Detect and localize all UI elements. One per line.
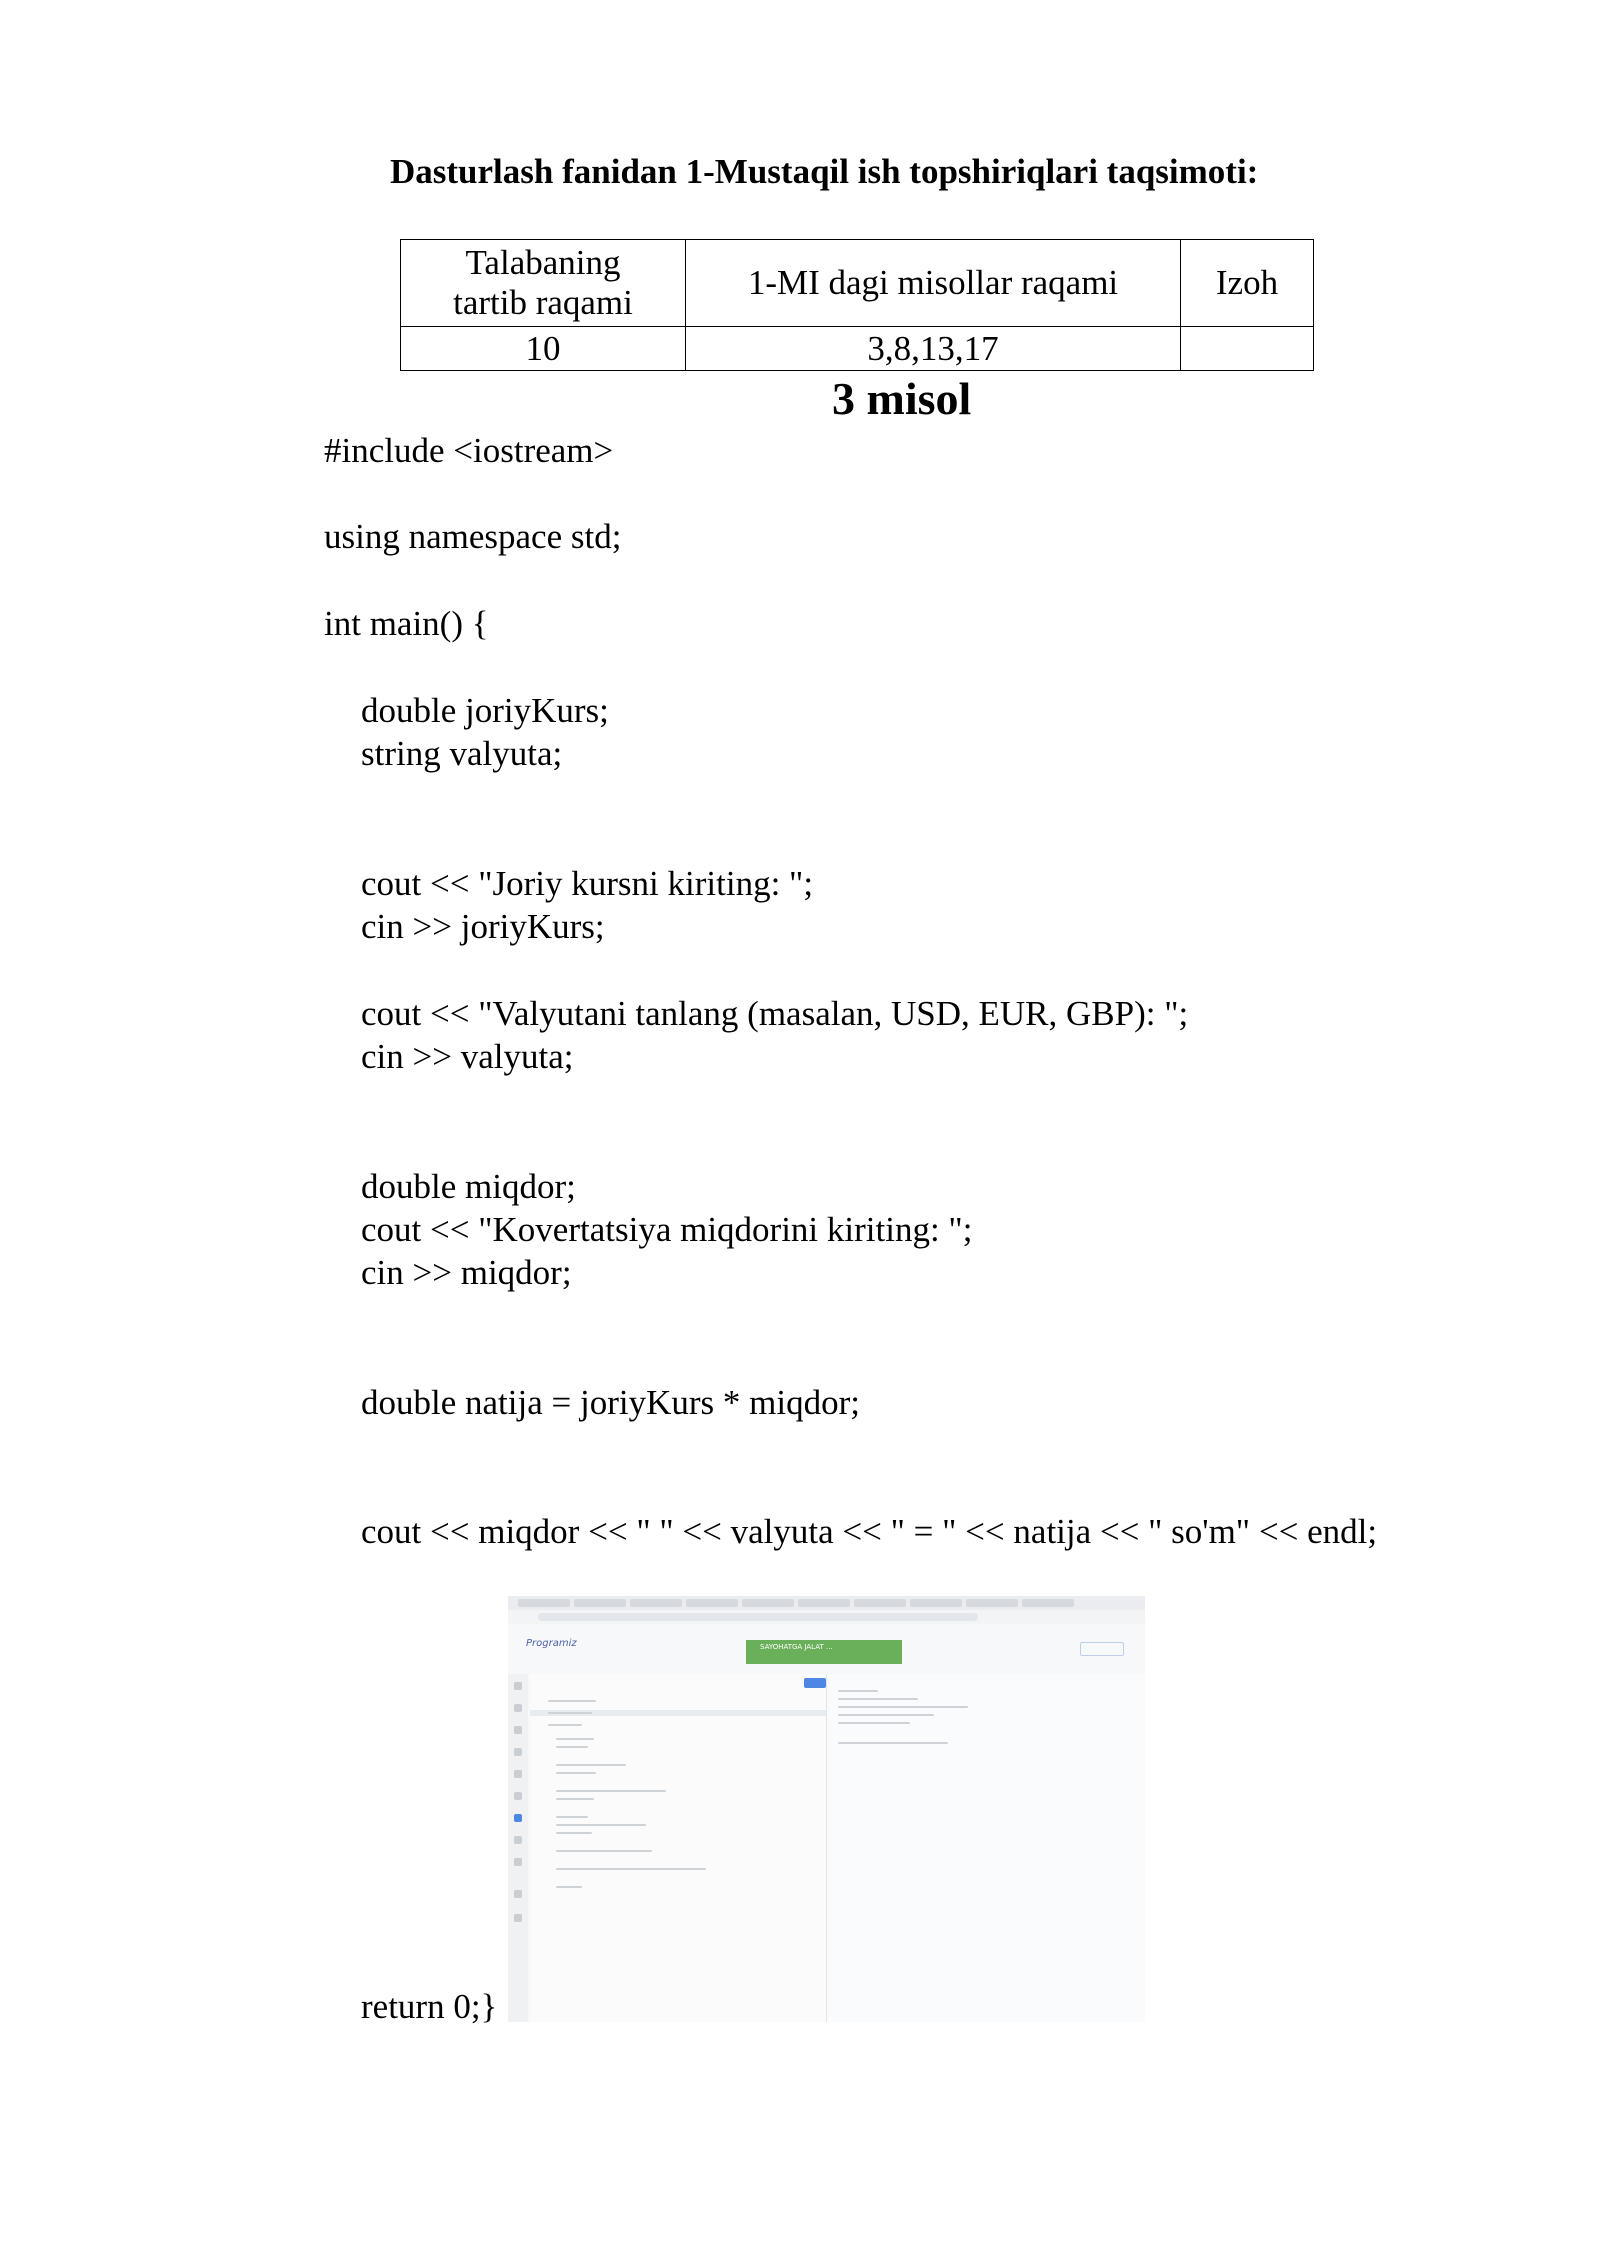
example-title: 3 misol (832, 373, 972, 424)
header-student-number: Talabaning tartib raqami (401, 240, 686, 327)
assignment-table (400, 239, 1314, 371)
code-line: using namespace std; (324, 517, 622, 556)
table-header-row (401, 240, 1314, 327)
cell-note (1181, 327, 1314, 371)
site-logo: Programiz (526, 1638, 577, 1649)
table-row (401, 327, 1314, 371)
code-line: cin >> joriyKurs; (361, 907, 605, 946)
language-icon (514, 1914, 522, 1922)
language-icon (514, 1770, 522, 1778)
code-editor-panel (530, 1674, 827, 2022)
cell-exercise-numbers: 3,8,13,17 (686, 327, 1181, 371)
language-icon (514, 1858, 522, 1866)
code-line: int main() { (324, 604, 489, 643)
run-button (804, 1678, 826, 1688)
code-line: #include <iostream> (324, 431, 614, 470)
code-line: cin >> miqdor; (361, 1253, 572, 1292)
header-note: Izoh (1181, 240, 1314, 327)
ad-banner-text: SAYOHATGA JALAT ... (760, 1643, 833, 1651)
output-panel (828, 1674, 1145, 2022)
code-line: cout << "Kovertatsiya miqdorini kiriting: "; (361, 1210, 973, 1249)
language-icon (514, 1748, 522, 1756)
browser-tab-bar (508, 1596, 1145, 1610)
code-line: cout << "Joriy kursni kiriting: "; (361, 864, 814, 903)
code-line: cout << miqdor << " " << valyuta << " = " << natija << " so'm" << endl; (361, 1512, 1378, 1551)
code-line: return 0;} (361, 1987, 498, 2026)
ad-banner (746, 1640, 902, 1664)
code-line: double miqdor; (361, 1167, 576, 1206)
language-icon (514, 1836, 522, 1844)
address-field (538, 1613, 978, 1621)
code-line: string valyuta; (361, 734, 563, 773)
language-icon (514, 1890, 522, 1898)
cpp-language-icon (514, 1814, 522, 1822)
header-button (1080, 1642, 1124, 1656)
embedded-screenshot (508, 1596, 1145, 2022)
cell-student-number: 10 (401, 327, 686, 371)
code-line: double joriyKurs; (361, 691, 609, 730)
language-icon (514, 1726, 522, 1734)
header-exercise-numbers: 1-MI dagi misollar raqami (686, 240, 1181, 327)
language-icon (514, 1704, 522, 1712)
language-icon (514, 1792, 522, 1800)
code-line: double natija = joriyKurs * miqdor; (361, 1383, 860, 1422)
language-sidebar (508, 1674, 528, 2022)
code-line: cin >> valyuta; (361, 1037, 574, 1076)
document-title: Dasturlash fanidan 1-Mustaqil ish topshiriqlari taqsimoti: (390, 152, 1259, 191)
code-line: cout << "Valyutani tanlang (masalan, USD, EUR, GBP): "; (361, 994, 1189, 1033)
language-icon (514, 1682, 522, 1690)
